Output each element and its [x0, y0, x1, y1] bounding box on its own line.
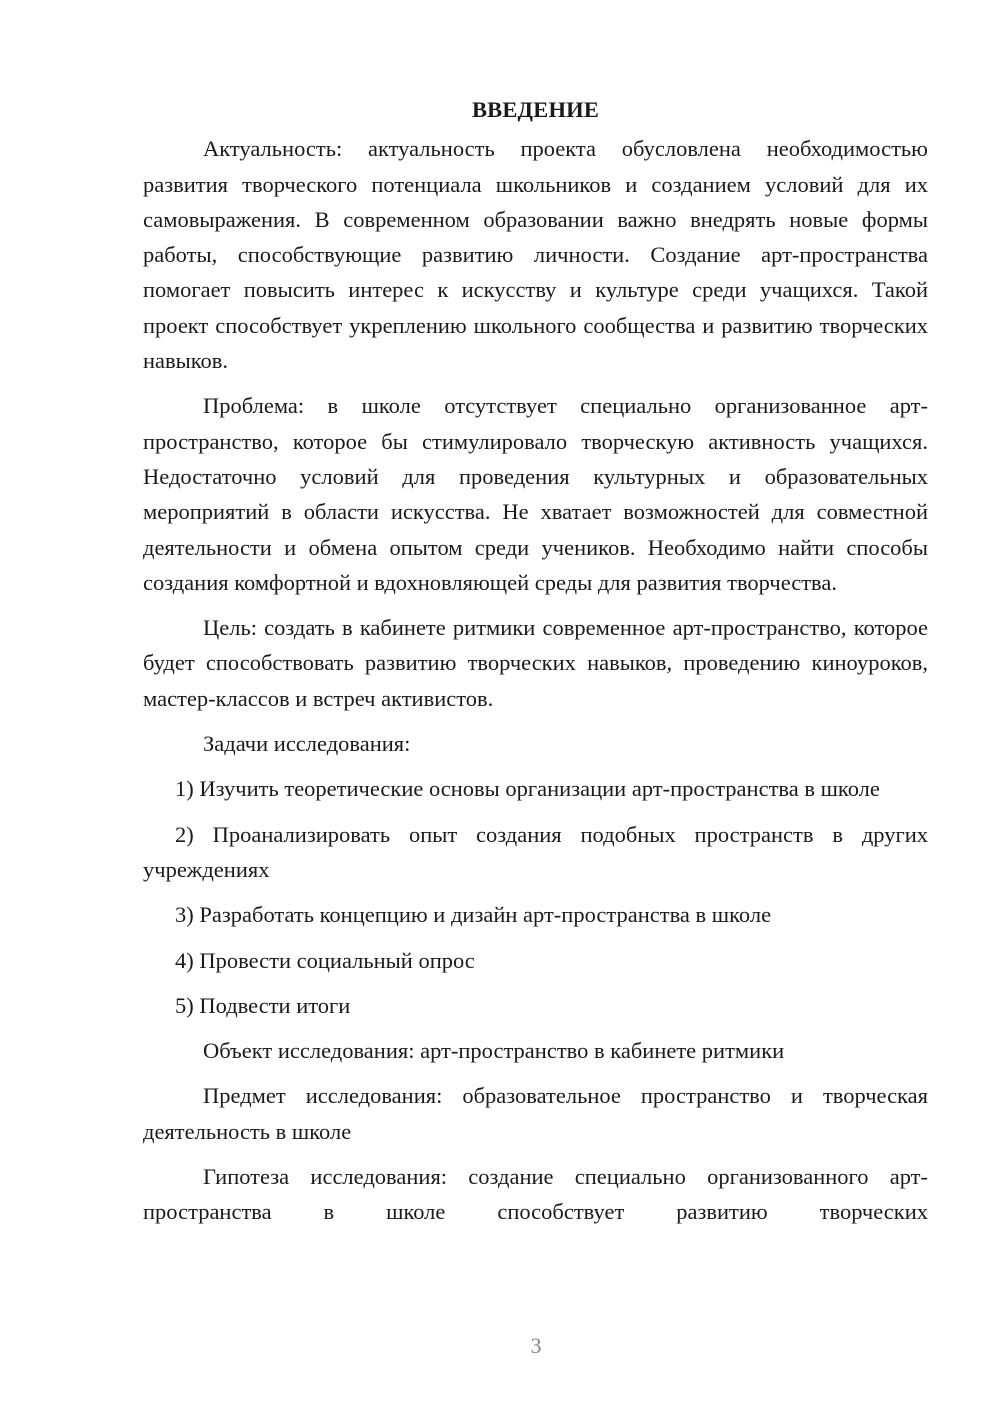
- task-item-2: 2) Проанализировать опыт создания подобных пространств в других учреждениях: [143, 821, 928, 882]
- page-number: 3: [530, 1333, 542, 1358]
- tasks-heading: Задачи исследования:: [203, 731, 411, 757]
- relevance-paragraph: Актуальность: актуальность проекта обусловлена необходимостью развития творческого потенциала школьников и созданием условий для их самовыражения. В современном образовании важно внедрять новые формы работы, способствующие развитию личности. Создание арт-пространства помогает повысить интерес к искусству и культуре среди учащихся. Такой проект способствует укреплению школьного сообщества и развитию творческих навыков.: [143, 136, 928, 374]
- object-paragraph: Объект исследования: арт-пространство в кабинете ритмики: [203, 1038, 785, 1064]
- page-title: ВВЕДЕНИЕ: [471, 97, 600, 122]
- hypothesis-paragraph: Гипотеза исследования: создание специально организованного арт-пространства в школе способствует развитию творческих: [143, 1164, 928, 1225]
- tasks-list: [143, 771, 928, 1023]
- task-item-3: 3) Разработать концепцию и дизайн арт-пространства в школе: [175, 902, 772, 928]
- problem-paragraph: Проблема: в школе отсутствует специально организованное арт-пространство, которое бы стимулировало творческую активность учащихся. Недостаточно условий для проведения культурных и образовательных мероприятий в области искусства. Не хватает возможностей для совместной деятельности и обмена опытом среди учеников. Необходимо найти способы создания комфортной и вдохновляющей среды для развития творчества.: [143, 393, 928, 595]
- subject-paragraph: Предмет исследования: образовательное пространство и творческая деятельность в школе: [143, 1083, 928, 1144]
- task-item-5: 5) Подвести итоги: [175, 992, 351, 1018]
- goal-paragraph: Цель: создать в кабинете ритмики современное арт-пространство, которое будет способствовать развитию творческих навыков, проведению киноуроков, мастер-классов и встреч активистов.: [143, 615, 928, 711]
- document-page: [143, 92, 928, 1240]
- task-item-1: 1) Изучить теоретические основы организации арт-пространства в школе: [175, 776, 880, 802]
- task-item-4: 4) Провести социальный опрос: [175, 947, 475, 973]
